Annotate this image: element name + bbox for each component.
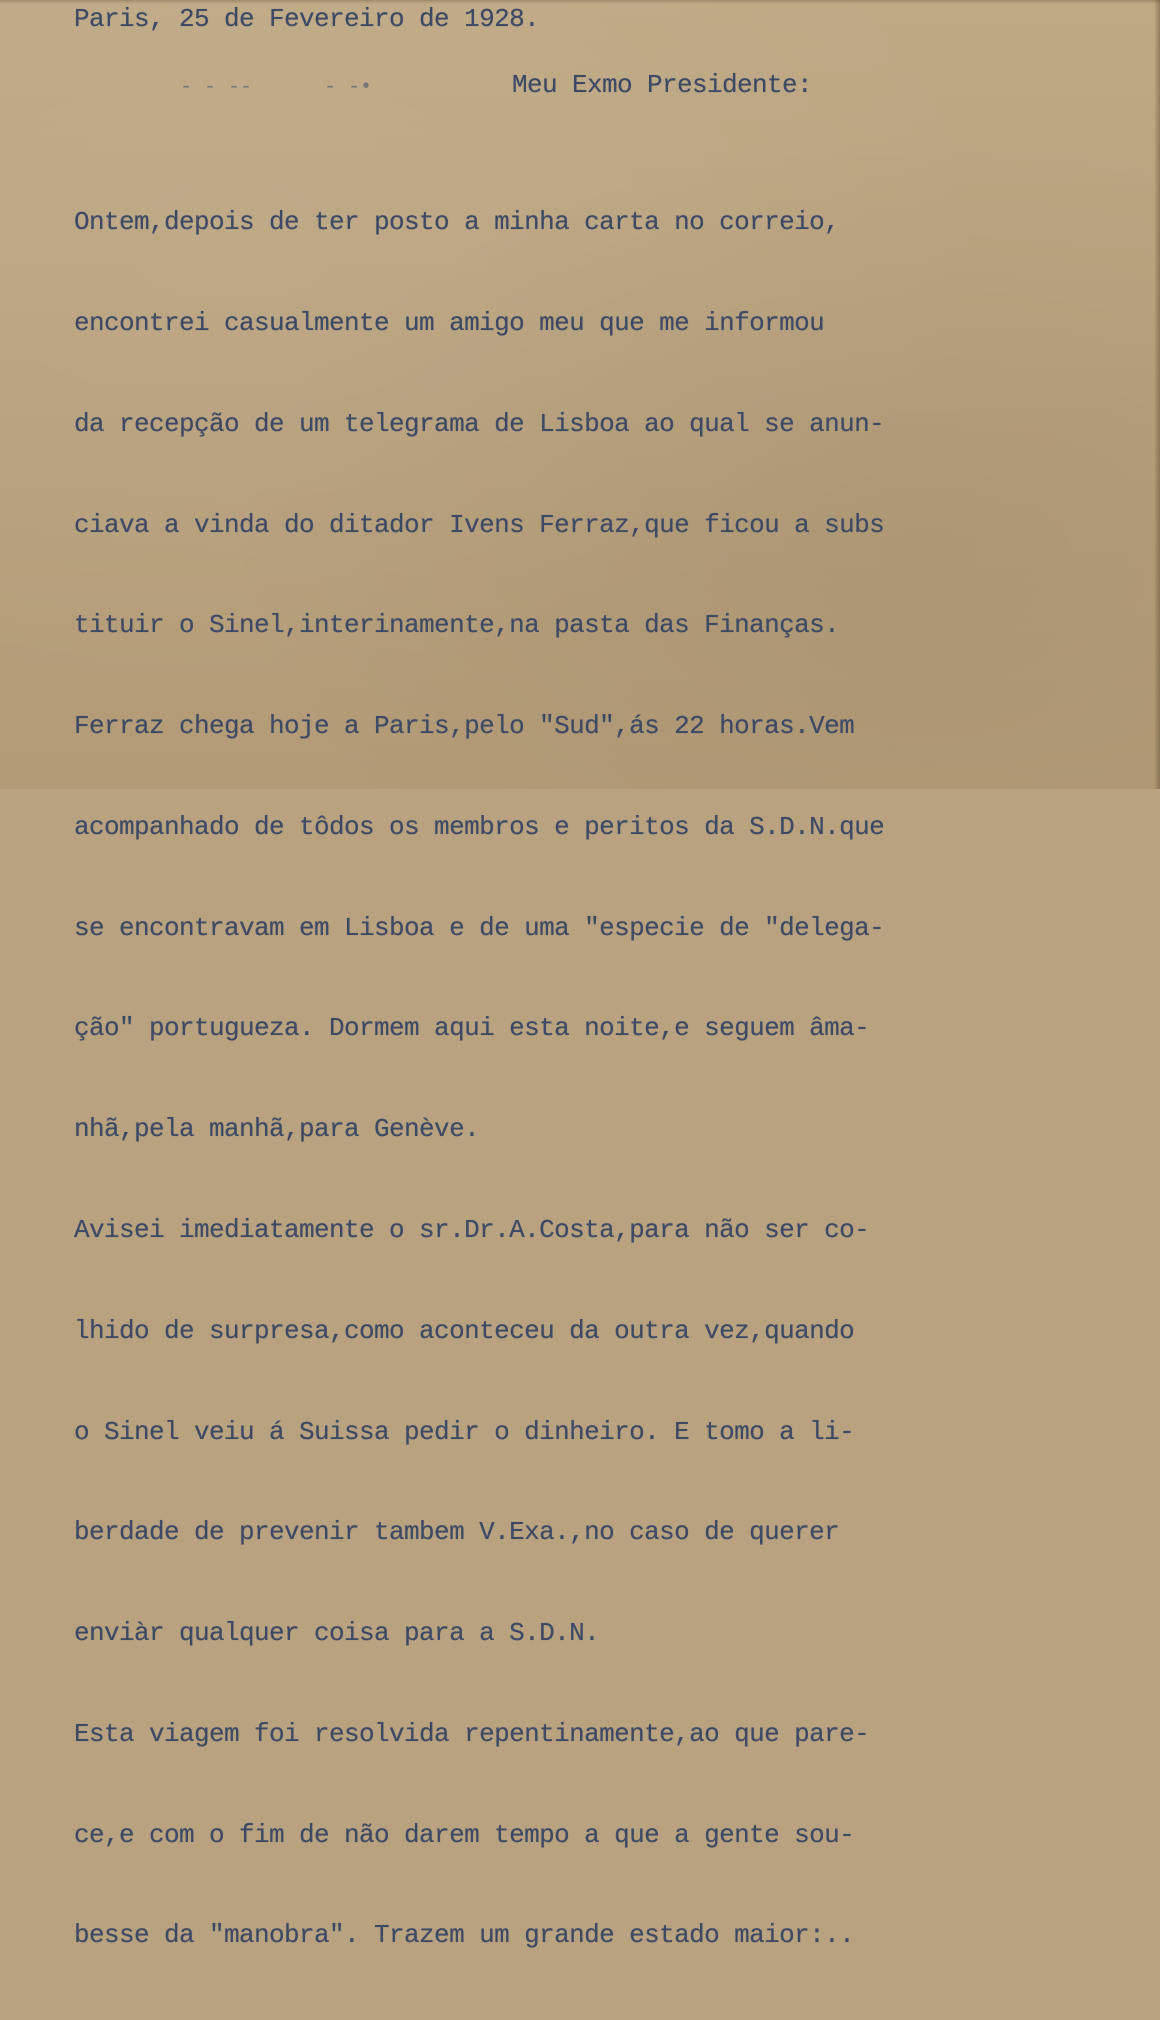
body-line: enviàr qualquer coisa para a S.D.N. (74, 1618, 600, 1649)
body-line: tituir o Sinel,interinamente,na pasta das Finanças. (74, 610, 840, 641)
body-line: ce,e com o fim de não darem tempo a que a gente sou- (74, 1819, 855, 1850)
body-line: berdade de prevenir tambem V.Exa.,no caso de querer (74, 1517, 840, 1548)
body-line: encontrei casualmente um amigo meu que me informou (74, 307, 825, 338)
salutation: Meu Exmo Presidente: (512, 70, 813, 100)
body-line: besse da "manobra". Trazem um grande estado maior:.. (74, 1920, 855, 1951)
body-line: nhã,pela manhã,para Genève. (74, 1114, 480, 1145)
body-line: o Sinel veiu á Suissa pedir o dinheiro. E tomo a li- (74, 1416, 855, 1447)
paper-right-edge (1154, 0, 1160, 789)
body-line: se encontravam em Lisboa e de uma "especie de "delega- (74, 912, 885, 943)
letter-body (74, 139, 884, 2020)
typewriter-dash-marks: - - -- - -• (180, 76, 373, 99)
body-line: da recepção de um telegrama de Lisboa ao qual se anun- (74, 408, 885, 439)
body-line: ciava a vinda do ditador Ivens Ferraz,que ficou a subs (74, 509, 885, 540)
body-line: ção" portugueza. Dormem aqui esta noite,e seguem âma- (74, 1013, 870, 1044)
body-line: Ferraz chega hoje a Paris,pelo "Sud",ás 22 horas.Vem (74, 711, 855, 742)
body-line: Avisei imediatamente o sr.Dr.A.Costa,para não ser co- (74, 1215, 870, 1245)
body-line: Ontem,depois de ter posto a minha carta no correio, (74, 207, 840, 238)
body-line: lhido de surpresa,como aconteceu da outra vez,quando (74, 1315, 855, 1346)
body-line: Esta viagem foi resolvida repentinamente,ao que pare- (74, 1718, 870, 1749)
body-line: acompanhado de tôdos os membros e peritos da S.D.N.que (74, 811, 885, 842)
dateline: Paris, 25 de Fevereiro de 1928. (74, 4, 540, 34)
